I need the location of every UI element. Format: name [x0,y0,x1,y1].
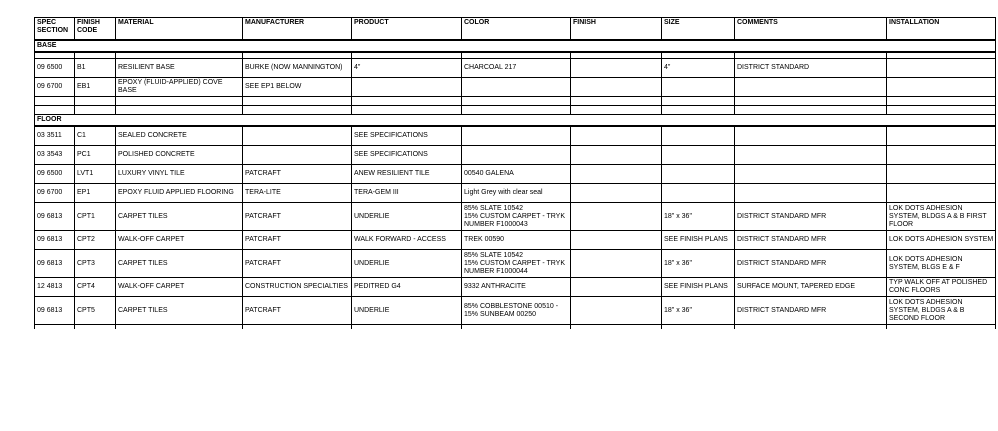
cell-comments [735,146,887,165]
blank-row [35,106,996,115]
cell-size: SEE FINISH PLANS [662,231,735,250]
cell-color: TREK 00590 [462,231,571,250]
table-row [35,231,996,250]
cell-spec: 09 6700 [35,78,75,97]
cell-product: WALK FORWARD - ACCESS [352,231,462,250]
cell-spec: 03 3543 [35,146,75,165]
cell-spec: 03 3511 [35,126,75,146]
cell-color [462,146,571,165]
empty-cell [887,325,996,330]
empty-cell [571,325,662,330]
empty-cell [662,325,735,330]
schedule-body [35,40,996,329]
empty-cell [116,106,243,115]
cell-size [662,146,735,165]
empty-cell [75,106,116,115]
cell-finish [571,250,662,278]
cell-size [662,126,735,146]
cell-code: CPT3 [75,250,116,278]
finish-schedule [34,17,995,329]
cell-product: SEE SPECIFICATIONS [352,146,462,165]
cell-size: 18" x 36" [662,203,735,231]
cell-product: UNDERLIE [352,250,462,278]
cell-product [352,78,462,97]
header-comments: COMMENTS [735,18,887,41]
cell-color [462,78,571,97]
cell-size: 4" [662,59,735,78]
cell-manufacturer [243,126,352,146]
cell-manufacturer: PATCRAFT [243,231,352,250]
header-color: COLOR [462,18,571,41]
cell-product: PEDITRED G4 [352,278,462,297]
cell-installation [887,165,996,184]
cell-comments: DISTRICT STANDARD [735,59,887,78]
cell-product: ANEW RESILIENT TILE [352,165,462,184]
cell-finish [571,297,662,325]
cell-spec: 09 6500 [35,59,75,78]
cell-material: WALK-OFF CARPET [116,278,243,297]
cell-finish [571,165,662,184]
cell-material: CARPET TILES [116,250,243,278]
empty-cell [352,97,462,106]
empty-cell [735,97,887,106]
header-row [35,18,996,41]
empty-cell [35,325,75,330]
cell-material: POLISHED CONCRETE [116,146,243,165]
empty-cell [462,106,571,115]
cell-comments: DISTRICT STANDARD MFR [735,250,887,278]
cell-code: C1 [75,126,116,146]
cell-spec: 09 6813 [35,297,75,325]
header-manufacturer: MANUFACTURER [243,18,352,41]
table-row [35,59,996,78]
header-product: PRODUCT [352,18,462,41]
cell-material: RESILIENT BASE [116,59,243,78]
cell-manufacturer: TERA-LITE [243,184,352,203]
cell-size: 18" x 36" [662,297,735,325]
cell-manufacturer: SEE EP1 BELOW [243,78,352,97]
cell-material: LUXURY VINYL TILE [116,165,243,184]
cell-color: 9332 ANTHRACITE [462,278,571,297]
empty-cell [735,325,887,330]
cell-size: SEE FINISH PLANS [662,278,735,297]
cell-installation [887,146,996,165]
cell-spec: 09 6500 [35,165,75,184]
table-row [35,297,996,325]
empty-cell [662,97,735,106]
header-finish-code: FINISH CODE [75,18,116,41]
empty-cell [462,97,571,106]
empty-cell [116,325,243,330]
cell-comments: DISTRICT STANDARD MFR [735,203,887,231]
empty-cell [243,97,352,106]
empty-cell [35,97,75,106]
empty-cell [243,325,352,330]
empty-cell [243,106,352,115]
empty-cell [352,106,462,115]
cell-size [662,165,735,184]
empty-cell [662,106,735,115]
empty-cell [887,97,996,106]
table-row [35,146,996,165]
cell-code: PC1 [75,146,116,165]
cell-code: CPT2 [75,231,116,250]
cell-product: SEE SPECIFICATIONS [352,126,462,146]
empty-cell [75,97,116,106]
cell-finish [571,278,662,297]
cell-manufacturer: CONSTRUCTION SPECIALTIES [243,278,352,297]
cell-manufacturer: PATCRAFT [243,250,352,278]
cell-installation [887,78,996,97]
cell-material: CARPET TILES [116,203,243,231]
table-row [35,203,996,231]
cell-comments [735,165,887,184]
table-row [35,250,996,278]
cell-manufacturer [243,146,352,165]
header-material: MATERIAL [116,18,243,41]
cell-product: TERA-GEM III [352,184,462,203]
cell-size [662,78,735,97]
cell-product: UNDERLIE [352,297,462,325]
cell-product: 4" [352,59,462,78]
cell-product: UNDERLIE [352,203,462,231]
empty-cell [571,97,662,106]
empty-cell [887,106,996,115]
cell-material: EPOXY FLUID APPLIED FLOORING [116,184,243,203]
cell-size [662,184,735,203]
cell-finish [571,231,662,250]
cell-code: EB1 [75,78,116,97]
table-row [35,126,996,146]
header-spec-section: SPEC SECTION [35,18,75,41]
cell-comments [735,126,887,146]
cell-comments [735,78,887,97]
cell-comments: DISTRICT STANDARD MFR [735,231,887,250]
header-installation: INSTALLATION [887,18,996,41]
cell-manufacturer: BURKE (NOW MANNINGTON) [243,59,352,78]
cell-installation: LOK DOTS ADHESION SYSTEM [887,231,996,250]
cell-manufacturer: PATCRAFT [243,297,352,325]
cell-manufacturer: PATCRAFT [243,203,352,231]
cell-spec: 09 6700 [35,184,75,203]
cell-code: CPT1 [75,203,116,231]
cell-installation [887,184,996,203]
empty-cell [462,325,571,330]
empty-cell [116,97,243,106]
cell-code: CPT5 [75,297,116,325]
empty-cell [571,106,662,115]
cell-installation: LOK DOTS ADHESION SYSTEM, BLDGS A & B SECOND FLOOR [887,297,996,325]
cell-spec: 09 6813 [35,250,75,278]
cell-finish [571,146,662,165]
cell-installation: LOK DOTS ADHESION SYSTEM, BLDGS A & B FIRST FLOOR [887,203,996,231]
cell-color: CHARCOAL 217 [462,59,571,78]
cell-color: 85% SLATE 10542 15% CUSTOM CARPET - TRYK NUMBER F1000043 [462,203,571,231]
cell-code: CPT4 [75,278,116,297]
empty-cell [352,325,462,330]
tail-row [35,325,996,330]
cell-color: 00540 GALENA [462,165,571,184]
cell-color: 85% COBBLESTONE 00510 - 15% SUNBEAM 00250 [462,297,571,325]
cell-installation: LOK DOTS ADHESION SYSTEM, BLGS E & F [887,250,996,278]
header-size: SIZE [662,18,735,41]
cell-installation [887,126,996,146]
cell-color [462,126,571,146]
cell-finish [571,203,662,231]
cell-color: Light Grey with clear seal [462,184,571,203]
cell-spec: 12 4813 [35,278,75,297]
cell-comments: DISTRICT STANDARD MFR [735,297,887,325]
cell-code: LVT1 [75,165,116,184]
finish-schedule-table [34,17,996,329]
cell-finish [571,78,662,97]
cell-finish [571,126,662,146]
table-row [35,78,996,97]
cell-material: WALK-OFF CARPET [116,231,243,250]
cell-material: CARPET TILES [116,297,243,325]
cell-manufacturer: PATCRAFT [243,165,352,184]
empty-cell [735,106,887,115]
cell-color: 85% SLATE 10542 15% CUSTOM CARPET - TRYK NUMBER F1000044 [462,250,571,278]
cell-spec: 09 6813 [35,203,75,231]
cell-finish [571,184,662,203]
cell-finish [571,59,662,78]
header-finish: FINISH [571,18,662,41]
cell-material: SEALED CONCRETE [116,126,243,146]
cell-spec: 09 6813 [35,231,75,250]
section-row-base [35,40,996,52]
cell-code: B1 [75,59,116,78]
empty-cell [75,325,116,330]
blank-row [35,97,996,106]
cell-code: EP1 [75,184,116,203]
cell-size: 18" x 36" [662,250,735,278]
cell-installation: TYP WALK OFF AT POLISHED CONC FLOORS [887,278,996,297]
table-row [35,165,996,184]
section-title-floor: FLOOR [35,115,996,127]
section-row-floor [35,115,996,127]
section-title-base: BASE [35,40,996,52]
cell-comments: SURFACE MOUNT, TAPERED EDGE [735,278,887,297]
cell-material: EPOXY (FLUID-APPLIED) COVE BASE [116,78,243,97]
table-row [35,184,996,203]
empty-cell [35,106,75,115]
cell-installation [887,59,996,78]
cell-comments [735,184,887,203]
table-row [35,278,996,297]
